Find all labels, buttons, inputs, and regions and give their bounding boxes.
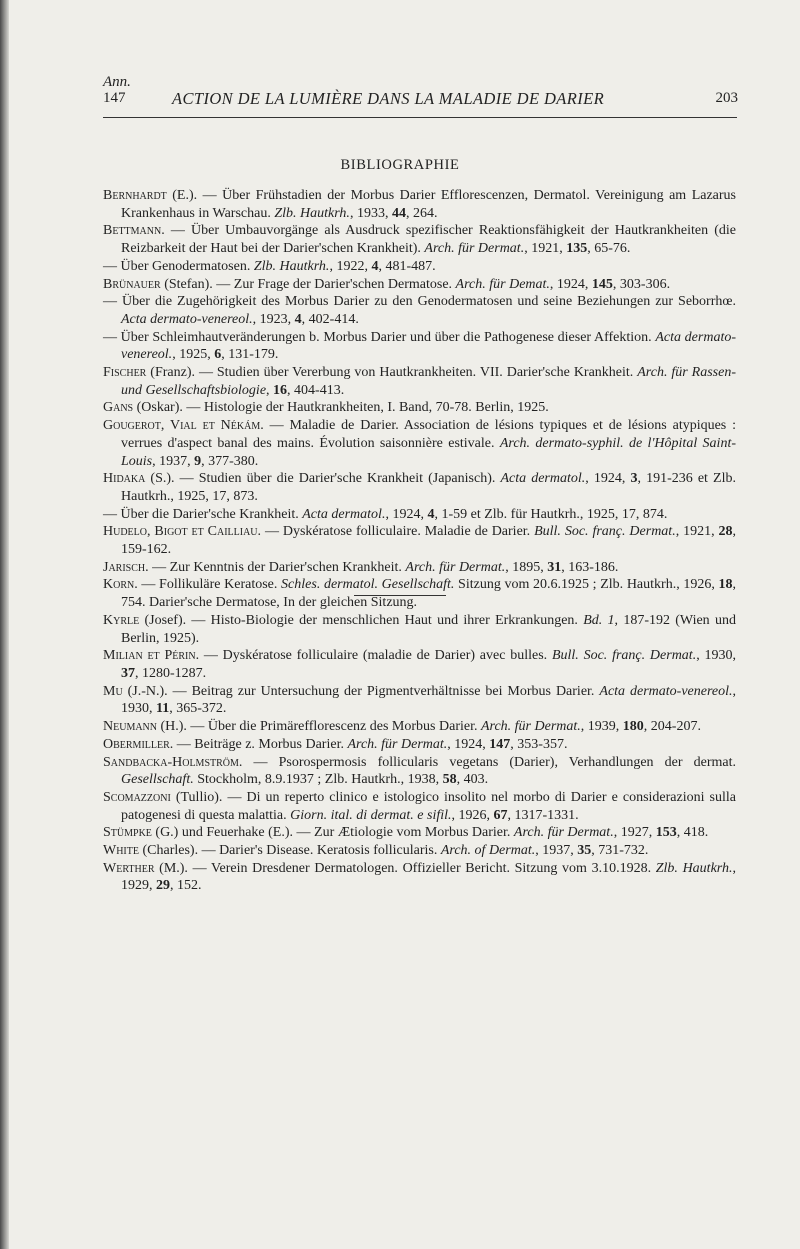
entry-text: Stockholm, 8.9.1937 ; Zlb. Hautkrh., 1938,: [193, 772, 443, 788]
entry-text: (Tullio). — Di un reperto clinico e istologico insolito nel morbo di Darier e considerazioni sulla patogenesi di questa malattia.: [121, 789, 736, 823]
entry-journal: Schles. dermatol. Gesellschaft.: [281, 577, 455, 593]
entry-text: , 403.: [456, 772, 489, 788]
entry-text: , 303-306.: [612, 276, 671, 292]
bibliography-entry: [103, 470, 736, 505]
entry-text: . — Zur Kenntnis der Darier'schen Krankheit.: [145, 559, 406, 575]
entry-text: (H.). — Über die Primärefflorescenz des Morbus Darier.: [157, 719, 481, 735]
header-annotation: Ann.: [103, 74, 131, 90]
entry-text: , 1927,: [613, 825, 656, 841]
entry-volume: 67: [493, 807, 508, 823]
section-title: BIBLIOGRAPHIE: [340, 157, 460, 173]
entry-text: — Über die Zugehörigkeit des Morbus Darier zu den Genodermatosen und seine Beziehungen zur Seborrhœ.: [103, 294, 736, 310]
bibliography-entry: [103, 399, 736, 417]
entry-author: Obermiller: [103, 736, 170, 752]
bibliography-entry: [103, 860, 736, 895]
entry-text: (Charles). — Darier's Disease. Keratosis follicularis.: [138, 843, 441, 859]
bibliography-entry: [103, 187, 736, 222]
entry-text: , 731-732.: [591, 843, 649, 859]
entry-text: (M.). — Verein Dresdener Dermatologen. Offizieller Bericht. Sitzung vom 3.10.1928.: [154, 860, 656, 876]
entry-text: (S.). — Studien über die Darier'sche Krankheit (Japanisch).: [145, 471, 501, 487]
bibliography-entry: [103, 506, 736, 524]
entry-volume: 11: [156, 701, 170, 717]
entry-text: , 191-236 et Zlb. Hautkrh., 1925, 17, 873.: [121, 471, 736, 504]
entry-text: , 404-413.: [287, 382, 345, 398]
entry-text: , 365-372.: [169, 701, 227, 717]
entry-author: Brünauer: [103, 276, 161, 292]
entry-text: , 1929,: [121, 860, 736, 894]
entry-author: Bettmann: [103, 223, 162, 239]
entry-journal: Arch. dermato-syphil. de l'Hôpital Saint-Louis: [121, 435, 736, 469]
entry-volume: 147: [489, 736, 511, 752]
entry-text: , 152.: [170, 878, 202, 894]
entry-author: Werther: [103, 860, 155, 876]
entry-author: Gans: [103, 400, 134, 416]
entry-text: , 1926,: [451, 807, 494, 823]
running-title: ACTION DE LA LUMIÈRE DANS LA MALADIE DE DARIER: [172, 89, 605, 108]
bibliography-entry: [103, 842, 736, 860]
entry-author: Neumann: [103, 719, 157, 735]
entry-author: Jarisch: [103, 559, 146, 575]
entry-volume: 29: [156, 878, 170, 894]
entry-volume: 6: [214, 347, 222, 363]
entry-journal: Arch. für Dermat.: [480, 719, 581, 735]
entry-text: , 1921,: [524, 241, 567, 257]
entry-volume: 9: [194, 453, 202, 469]
entry-author: Fischer: [103, 365, 147, 381]
entry-author: Bernhardt: [103, 188, 167, 203]
entry-journal: Bd. 1: [583, 612, 615, 628]
entry-journal: Acta dermato-venereol.: [599, 683, 733, 699]
entry-text: , 1925,: [172, 347, 215, 363]
entry-volume: 4: [427, 506, 435, 522]
entry-text: ,: [266, 382, 274, 398]
entry-volume: 3: [630, 471, 638, 487]
entry-journal: Acta dermato-venereol.: [121, 311, 253, 327]
entry-text: , 163-186.: [561, 559, 619, 575]
entry-text: . — Beiträge z. Morbus Darier.: [169, 736, 348, 752]
bibliography-entry: [103, 293, 736, 328]
bibliography-entry: [103, 647, 736, 682]
entry-volume: 4: [371, 258, 379, 274]
entry-journal: Arch. für Rassen-und Gesellschaftsbiologie: [121, 365, 736, 398]
bibliography-entry: [103, 683, 736, 718]
entry-author: Mu: [103, 683, 123, 699]
entry-author: Kyrle: [103, 612, 140, 628]
entry-text: (E.). — Über Frühstadien der Morbus Darier Efflorescenzen, Dermatol. Vereinigung am Lazarus Krankenhaus in Warschau.: [121, 188, 736, 221]
bibliography-entry: [103, 754, 736, 789]
entry-journal: Acta dermato-venereol.: [121, 329, 736, 363]
bibliography-entry: [103, 276, 736, 294]
entry-text: , 1924,: [585, 471, 631, 487]
entry-text: . — Follikuläre Keratose.: [134, 577, 282, 593]
entry-text: , 264.: [405, 205, 438, 221]
page-binding-edge: [0, 0, 9, 1249]
entry-text: , 159-162.: [121, 524, 737, 558]
entry-volume: 16: [273, 382, 288, 398]
entry-text: , 481-487.: [378, 258, 436, 274]
entry-text: , 1937,: [535, 843, 578, 859]
entry-volume: 135: [566, 241, 588, 257]
entry-journal: Acta dermatol.: [500, 471, 586, 487]
entry-text: , 1317-1331.: [507, 807, 579, 823]
entry-author: Hidaka: [103, 471, 146, 487]
entry-text: . — Maladie de Darier. Association de lésions typiques et de lésions atypiques : verrues d'aspect banal des mains. Évolution saisonnière estivale.: [121, 418, 736, 451]
entry-journal: Acta dermatol.: [302, 506, 386, 522]
entry-volume: 44: [391, 205, 406, 221]
entry-text: — Über Schleimhautveränderungen b. Morbus Darier und über die Pathogenese dieser Affektion.: [103, 329, 656, 345]
entry-volume: 35: [577, 843, 592, 859]
entry-journal: Giorn. ital. di dermat. e sifil.: [290, 807, 452, 823]
entry-journal: Zlb. Hautkrh.: [253, 258, 330, 274]
bibliography-entry: [103, 329, 736, 364]
bibliography-list: [103, 187, 736, 895]
entry-journal: Arch. für Dermat.: [405, 559, 506, 575]
bibliography-entry: [103, 718, 736, 736]
entry-journal: Bull. Soc. franç. Dermat.: [551, 648, 697, 664]
entry-text: , 204-207.: [643, 719, 701, 735]
entry-volume: 58: [442, 772, 457, 788]
entry-volume: 153: [655, 825, 677, 841]
entry-text: , 1924,: [549, 276, 592, 292]
entry-text: (G.) und Feuerhake (E.). — Zur Ætiologie vom Morbus Darier.: [151, 825, 514, 841]
entry-text: , 1933,: [349, 205, 392, 221]
entry-volume: 145: [591, 276, 613, 292]
entry-text: , 1895,: [505, 559, 548, 575]
bibliography-entry: [103, 523, 736, 558]
entry-author: Milian et Périn: [103, 648, 196, 664]
entry-text: . — Psorospermosis follicularis vegetans (Darier), Verhandlungen der dermat.: [238, 754, 736, 770]
entry-text: , 1921,: [675, 524, 719, 540]
bibliography-entry: [103, 364, 736, 399]
entry-journal: Zlb. Hautkrh.: [655, 860, 733, 876]
entry-text: (J.-N.). — Beitrag zur Untersuchung der Pigmentverhältnisse bei Morbus Darier.: [122, 683, 600, 699]
entry-text: , 1930,: [696, 648, 736, 664]
entry-text: . — Dyskératose folliculaire (maladie de Darier) avec bulles.: [195, 648, 552, 664]
entry-journal: Arch. für Dermat.: [513, 825, 614, 841]
entry-text: , 1922,: [329, 258, 372, 274]
entry-text: . — Über Umbauvorgänge als Ausdruck spezifischer Reaktionsfähigkeit der Hautkrankheiten (die Reizbarkeit der Haut bei der Darier'schen Krankheit).: [121, 223, 736, 257]
entry-text: , 1924,: [385, 506, 428, 522]
entry-volume: 4: [294, 311, 302, 327]
entry-text: , 1939,: [580, 719, 623, 735]
entry-text: , 754. Darier'sche Dermatose, In der gleichen Sitzung.: [121, 577, 736, 611]
header-rule: [103, 117, 737, 118]
entry-text: , 65-76.: [587, 241, 631, 257]
entry-text: , 1-59 et Zlb. für Hautkrh., 1925, 17, 874.: [434, 506, 668, 522]
entry-journal: Gesellschaft.: [121, 772, 194, 788]
bibliography-entry: [103, 559, 736, 577]
entry-text: — Über die Darier'sche Krankheit.: [103, 506, 303, 522]
entry-volume: 31: [547, 559, 562, 575]
entry-text: , 377-380.: [201, 453, 259, 469]
entry-text: (Oskar). — Histologie der Hautkrankheiten, I. Band, 70-78. Berlin, 1925.: [133, 400, 549, 416]
entry-text: (Josef). — Histo-Biologie der menschlichen Haut und ihrer Erkrankungen.: [139, 612, 584, 628]
bibliography-entry: [103, 258, 736, 276]
entry-text: , 131-179.: [221, 347, 279, 363]
entry-journal: Arch. of Dermat.: [440, 843, 536, 859]
bibliography-entry: [103, 824, 736, 842]
entry-volume: 18: [718, 577, 733, 593]
bibliography-entry: [103, 612, 736, 647]
entry-volume: 180: [622, 719, 644, 735]
entry-text: , 353-357.: [510, 736, 568, 752]
entry-text: , 1923,: [252, 311, 295, 327]
entry-volume: 37: [121, 665, 135, 681]
end-rule: [354, 595, 446, 596]
entry-text: , 1937,: [152, 453, 195, 469]
entry-journal: Zlb. Hautkrh.: [274, 205, 350, 221]
entry-author: Scomazzoni: [103, 789, 171, 805]
entry-author: Sandbacka-Holmström: [103, 754, 239, 770]
entry-text: (Franz). — Studien über Vererbung von Hautkrankheiten. VII. Darier'sche Krankheit.: [146, 365, 638, 381]
entry-journal: Arch. für Demat.: [455, 276, 550, 292]
bibliography-entry: [103, 222, 736, 257]
entry-text: , 402-414.: [301, 311, 359, 327]
entry-volume: 28: [718, 524, 733, 540]
entry-text: , 418.: [676, 825, 709, 841]
header-volume: 147: [103, 90, 126, 106]
entry-author: Hudelo, Bigot et Cailliau: [103, 524, 258, 540]
entry-text: , 1924,: [447, 736, 490, 752]
entry-text: (Stefan). — Zur Frage der Darier'schen Dermatose.: [160, 276, 456, 292]
entry-text: , 187-192 (Wien und Berlin, 1925).: [121, 612, 736, 646]
bibliography-entry: [103, 736, 736, 754]
entry-journal: Arch. für Dermat.: [347, 736, 448, 752]
bibliography-entry: [103, 417, 736, 470]
entry-author: White: [103, 843, 139, 859]
entry-text: , 1280-1287.: [135, 665, 207, 681]
entry-journal: Arch. für Dermat.: [424, 241, 525, 257]
entry-author: Stümpke: [103, 825, 152, 841]
bibliography-entry: [103, 789, 736, 824]
entry-text: , 1930,: [121, 683, 736, 717]
entry-text: Sitzung vom 20.6.1925 ; Zlb. Hautkrh., 1926,: [454, 577, 719, 593]
page-number: 203: [715, 90, 738, 106]
entry-author: Korn: [103, 577, 135, 593]
entry-journal: Bull. Soc. franç. Dermat.: [534, 524, 676, 540]
entry-author: Gougerot, Vial et Nékám: [103, 418, 261, 434]
entry-text: . — Dyskératose folliculaire. Maladie de Darier.: [257, 524, 535, 540]
entry-text: — Über Genodermatosen.: [103, 258, 254, 274]
